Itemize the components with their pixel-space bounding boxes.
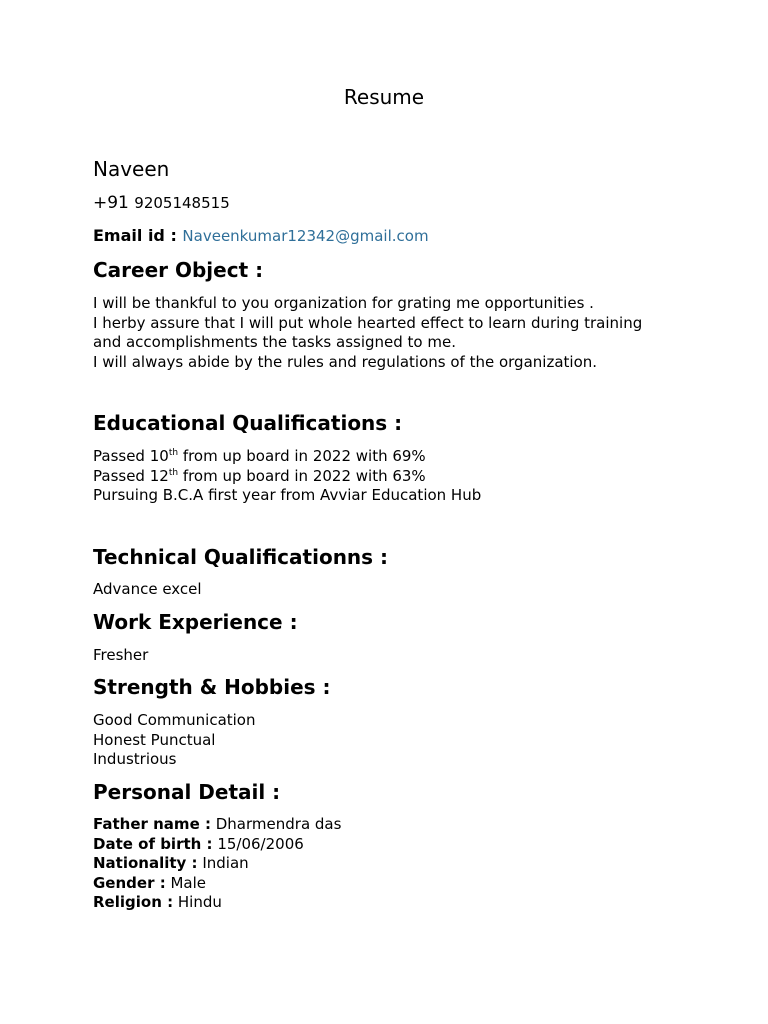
personal-value: Dharmendra das: [215, 815, 342, 833]
education-text: from up board in 2022 with 63%: [178, 466, 426, 485]
education-text: Passed 12: [93, 466, 169, 485]
career-line: I herby assure that I will put whole hearted effect to learn during training: [93, 313, 643, 332]
work-line: Fresher: [93, 646, 149, 664]
personal-label: Nationality :: [93, 854, 198, 872]
personal-value: 15/06/2006: [217, 834, 304, 853]
education-text: from up board in 2022 with 69%: [178, 447, 426, 465]
personal-row: [93, 815, 341, 835]
education-text: Passed 10: [93, 447, 169, 465]
document-title: Resume: [343, 85, 425, 109]
personal-value: Male: [170, 873, 207, 892]
strength-item: Good Communication: [93, 711, 256, 729]
career-heading: Career Object :: [93, 258, 264, 282]
education-line: [93, 467, 481, 487]
strength-item: Industrious: [93, 750, 177, 768]
personal-row: [93, 835, 341, 855]
career-line: I will always abide by the rules and regulations of the organization.: [93, 352, 598, 371]
career-line: and accomplishments the tasks assigned to me.: [93, 333, 456, 351]
ordinal-suffix: th: [168, 467, 179, 478]
personal-row: [93, 854, 341, 874]
education-heading: Educational Qualifications :: [93, 411, 403, 435]
strength-item: Honest Punctual: [93, 730, 216, 749]
education-list: [93, 447, 481, 506]
email-link[interactable]: Naveenkumar12342@gmail.com: [182, 227, 429, 245]
email-line: [93, 226, 429, 245]
phone-number: 9205148515: [134, 194, 230, 212]
education-line: [93, 486, 481, 506]
education-text: Pursuing B.C.A first year from Avviar Education Hub: [93, 486, 482, 504]
career-line: I will be thankful to you organization for grating me opportunities .: [93, 294, 594, 312]
email-label: Email id :: [93, 226, 177, 245]
personal-details: [93, 815, 341, 913]
candidate-name: Naveen: [93, 157, 170, 181]
personal-label: Religion :: [93, 893, 174, 911]
career-text: [93, 294, 642, 372]
strength-list: [93, 711, 256, 770]
personal-label: Father name :: [93, 815, 211, 833]
technical-heading: Technical Qualificationns :: [93, 545, 389, 569]
personal-label: Date of birth :: [93, 834, 213, 853]
education-line: [93, 447, 481, 467]
strength-heading: Strength & Hobbies :: [93, 675, 331, 699]
phone-country-code: +91: [93, 193, 129, 213]
personal-value: Hindu: [177, 893, 222, 911]
technical-line: Advance excel: [93, 580, 202, 598]
phone-line: [93, 193, 230, 213]
personal-heading: Personal Detail :: [93, 780, 281, 804]
personal-value: Indian: [202, 854, 249, 872]
work-heading: Work Experience :: [93, 610, 298, 634]
personal-row: [93, 893, 341, 913]
personal-label: Gender :: [93, 873, 166, 892]
ordinal-suffix: th: [168, 448, 179, 458]
personal-row: [93, 874, 341, 894]
